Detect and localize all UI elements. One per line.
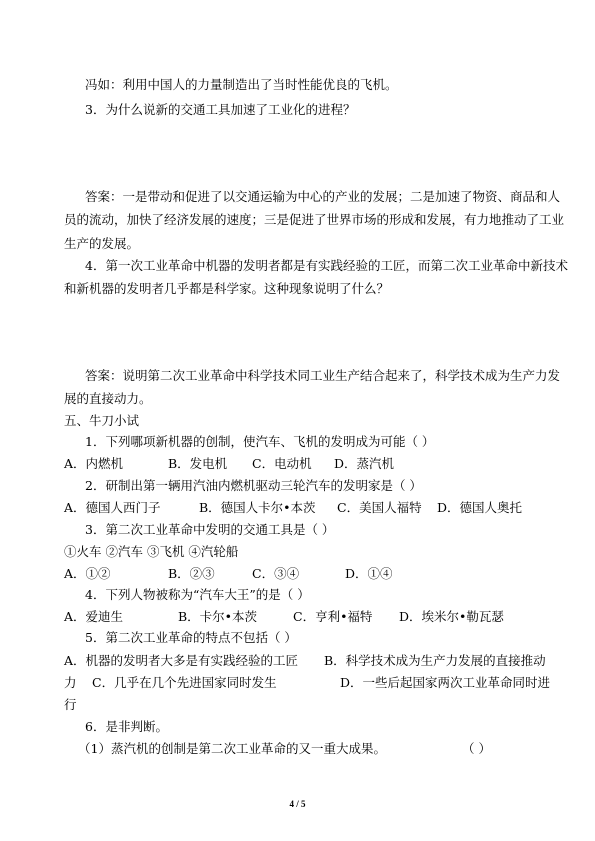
mc3-items: ①火车 ②汽车 ③飞机 ④汽轮船 xyxy=(64,544,239,559)
mc4-option-b: B．卡尔•本茨 xyxy=(178,609,258,624)
mc-question-1: 1．下列哪项新机器的创制，使汽车、飞机的发明成为可能（ ） xyxy=(85,434,435,449)
answer-blank[interactable]: （ ） xyxy=(462,741,491,756)
mc-question-5: 5．第二次工业革命的特点不包括（ ） xyxy=(85,630,297,645)
mc2-option-b: B．德国人卡尔•本茨 xyxy=(199,500,316,515)
mc1-option-b: B．发电机 xyxy=(168,456,228,471)
mc-question-2: 2．研制出第一辆用汽油内燃机驱动三轮汽车的发明家是（ ） xyxy=(85,478,422,493)
mc1-option-c: C．电动机 xyxy=(252,456,312,471)
answer-4-line-2: 展的直接动力。 xyxy=(64,391,152,406)
mc2-option-d: D．德国人奥托 xyxy=(437,500,523,515)
question-3: 3．为什么说新的交通工具加速了工业化的进程？ xyxy=(85,102,356,117)
mc3-option-d: D．①④ xyxy=(345,566,393,581)
text-line: 冯如：利用中国人的力量制造出了当时性能优良的飞机。 xyxy=(85,77,398,92)
answer-3-line-2: 员的流动，加快了经济发展的速度；三是促进了世界市场的形成和发展，有力地推动了工业 xyxy=(64,212,565,227)
section-heading: 五、牛刀小试 xyxy=(64,413,140,428)
answer-4-line-1: 答案：说明第二次工业革命中科学技术同工业生产结合起来了，科学技术成为生产力发 xyxy=(85,368,561,383)
mc4-option-a: A．爱迪生 xyxy=(64,609,124,624)
mc5-option-b: B．科学技术成为生产力发展的直接推动 xyxy=(324,653,546,668)
answer-3-line-1: 答案：一是带动和促进了以交通运输为中心的产业的发展；二是加速了物资、商品和人 xyxy=(85,189,561,204)
mc3-option-a: A．①② xyxy=(64,566,111,581)
mc4-option-c: C．亨利•福特 xyxy=(293,609,373,624)
mc1-option-a: A．内燃机 xyxy=(64,456,124,471)
answer-3-line-3: 生产的发展。 xyxy=(64,236,140,251)
mc5-option-d-wrap: 行 xyxy=(64,697,77,712)
mc1-option-d: D．蒸汽机 xyxy=(334,456,395,471)
page-number: 4 / 5 xyxy=(289,799,306,809)
true-false-item-1: （1）蒸汽机的创制是第二次工业革命的又一重大成果。 xyxy=(78,741,386,756)
mc5-option-c: C．几乎在几个先进国家同时发生 xyxy=(92,675,277,690)
mc2-option-a: A．德国人西门子 xyxy=(64,500,161,515)
mc3-option-b: B．②③ xyxy=(168,566,215,581)
true-false-heading: 6．是非判断。 xyxy=(85,719,168,734)
question-4-line-2: 和新机器的发明者几乎都是科学家。这种现象说明了什么？ xyxy=(64,281,390,296)
mc3-option-c: C．③④ xyxy=(252,566,300,581)
mc-question-4: 4．下列人物被称为“汽车大王”的是（ ） xyxy=(85,587,310,602)
mc5-option-a: A．机器的发明者大多是有实践经验的工匠 xyxy=(64,653,299,668)
mc-question-3: 3．第二次工业革命中发明的交通工具是（ ） xyxy=(85,522,335,537)
mc5-option-b-wrap: 力 xyxy=(64,675,77,690)
mc5-option-d: D．一些后起国家两次工业革命同时进 xyxy=(340,675,551,690)
mc4-option-d: D．埃米尔•勒瓦瑟 xyxy=(399,609,504,624)
question-4-line-1: 4．第一次工业革命中机器的发明者都是有实践经验的工匠，而第二次工业革命中新技术 xyxy=(85,258,568,273)
mc2-option-c: C．美国人福特 xyxy=(337,500,422,515)
